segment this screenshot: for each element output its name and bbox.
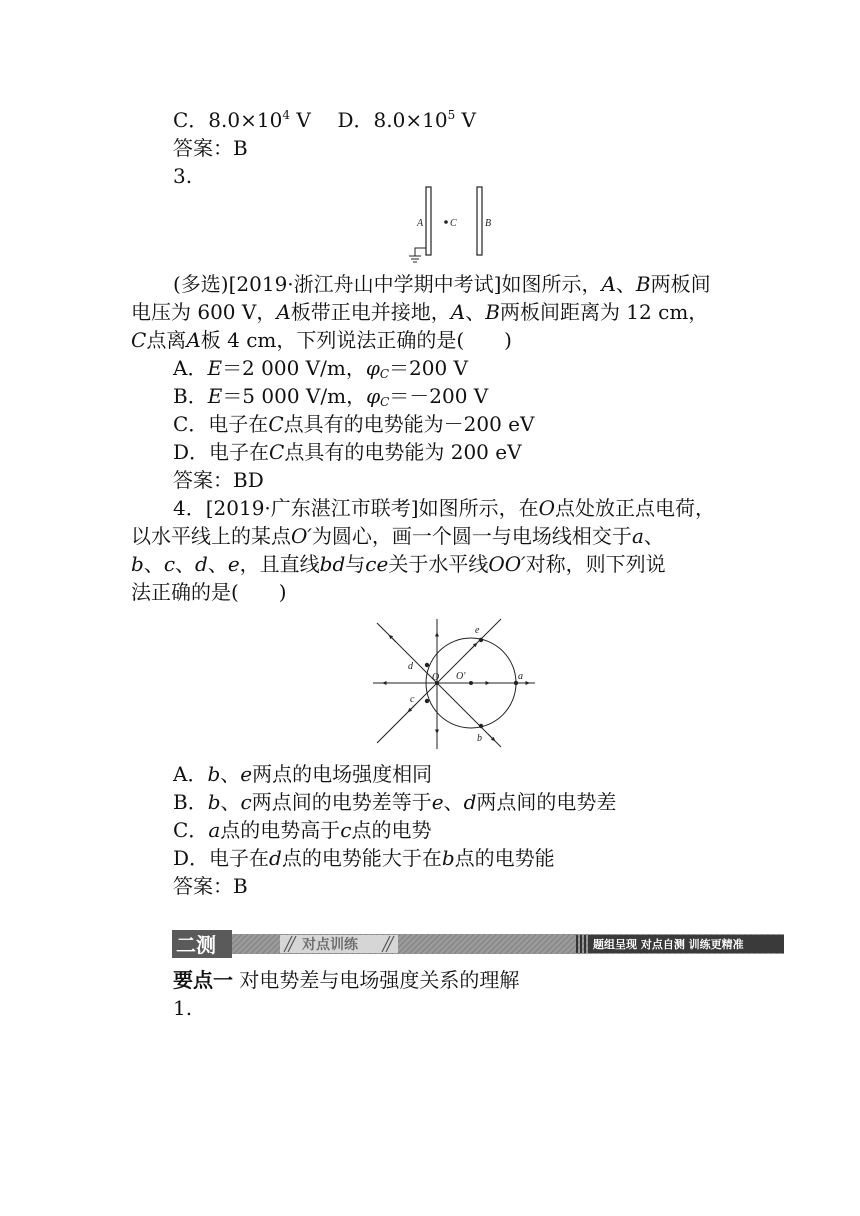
field-line-nw <box>377 623 440 683</box>
label-c: c <box>410 694 415 705</box>
q2-option-c-exponent: 4 <box>282 108 290 122</box>
ground-wire <box>415 248 426 256</box>
q3-answer: 答案：BD <box>173 468 264 492</box>
plate-b <box>477 187 482 255</box>
point-b <box>479 724 483 728</box>
q2-option-d-unit: V <box>455 108 477 132</box>
banner-tag-rule-2 <box>580 935 582 953</box>
label-e: e <box>475 625 480 636</box>
field-line-ne <box>437 619 501 683</box>
arrow-ne <box>470 644 476 650</box>
q2-option-d: D．8.0×10 <box>337 108 448 132</box>
field-line-sw <box>377 683 437 743</box>
arrow-nw <box>390 636 396 642</box>
q4-option-a: A．b、e两点的电场强度相同 <box>173 762 433 786</box>
q3-number: 3. <box>173 164 193 188</box>
q2-option-d-exponent: 5 <box>447 108 456 122</box>
label-o: O <box>432 672 440 683</box>
banner-subtitle: 对点训练 <box>302 937 358 953</box>
label-o-prime: O′ <box>456 671 466 682</box>
q3-option-c: C．电子在C点具有的电势能为－200 eV <box>173 412 535 436</box>
q3-option-a: A．E＝2 000 V/m，$\varphi_C=200$ V <box>173 356 469 381</box>
q3-stem-line-2: 电压为 600 V，A板带正电并接地，A、B两板间距离为 12 cm， <box>131 300 709 324</box>
q4-answer: 答案：B <box>173 874 248 898</box>
q4-option-c: C．a点的电势高于c点的电势 <box>173 818 432 842</box>
q4-field-figure <box>370 614 540 754</box>
banner-tagline: 题组呈现 对点自测 训练更精准 <box>593 938 744 951</box>
point-c <box>425 699 429 703</box>
q4-stem-line-3: b、c、d、e，且直线bd与ce关于水平线OO′对称，则下列说 <box>131 552 666 576</box>
q3-option-d: D．电子在C点具有的电势能为 200 eV <box>173 440 522 464</box>
label-b: B <box>485 218 492 229</box>
point-e <box>479 638 483 642</box>
section-banner <box>172 930 784 958</box>
banner-tag-rule-3 <box>584 935 586 953</box>
arrow-se <box>488 734 494 740</box>
arrow-sw <box>409 705 415 711</box>
q3-stem-line-3: C点离A板 4 cm，下列说法正确的是( ) <box>131 328 512 352</box>
label-b: b <box>477 733 482 744</box>
q4-stem-line-1: 4．[2019·广东湛江市联考]如图所示，在O点处放正点电荷， <box>173 496 715 520</box>
label-a: A <box>417 218 424 229</box>
section-heading-text: 对电势差与电场强度关系的理解 <box>233 968 520 992</box>
q4-stem-line-2: 以水平线上的某点O′为圆心，画一个圆一与电场线相交于a、 <box>131 524 664 548</box>
q4-option-b: B．b、c两点间的电势差等于e、d两点间的电势差 <box>173 790 617 814</box>
banner-title: 二测 <box>176 933 216 957</box>
q4-stem-line-4: 法正确的是( ) <box>131 580 287 604</box>
banner-tag-rule-1 <box>576 935 578 953</box>
q3-plates-figure <box>405 184 505 266</box>
section-heading <box>173 966 519 994</box>
label-a: a <box>518 671 523 682</box>
q2-option-c-unit: V <box>289 108 311 132</box>
q2-answer: 答案：B <box>173 136 248 160</box>
q3-stem-line-1: (多选)[2019·浙江舟山中学期中考试]如图所示，A、B两板间 <box>173 272 711 296</box>
point-o-prime <box>469 681 473 685</box>
point-d <box>425 663 429 667</box>
q3-option-b: B．E＝5 000 V/m，$\varphi_C=-200$ V <box>173 384 489 409</box>
q2-option-c: C．8.0×10 <box>173 108 283 132</box>
label-d: d <box>408 661 413 672</box>
section-heading-label: 要点一 <box>173 968 233 992</box>
section-q1-number: 1. <box>173 996 193 1020</box>
q4-option-d: D．电子在d点的电势能大于在b点的电势能 <box>173 846 555 870</box>
point-c <box>444 220 448 224</box>
q2-options-cd <box>173 106 476 134</box>
label-c: C <box>450 218 457 229</box>
plate-a <box>426 187 431 255</box>
